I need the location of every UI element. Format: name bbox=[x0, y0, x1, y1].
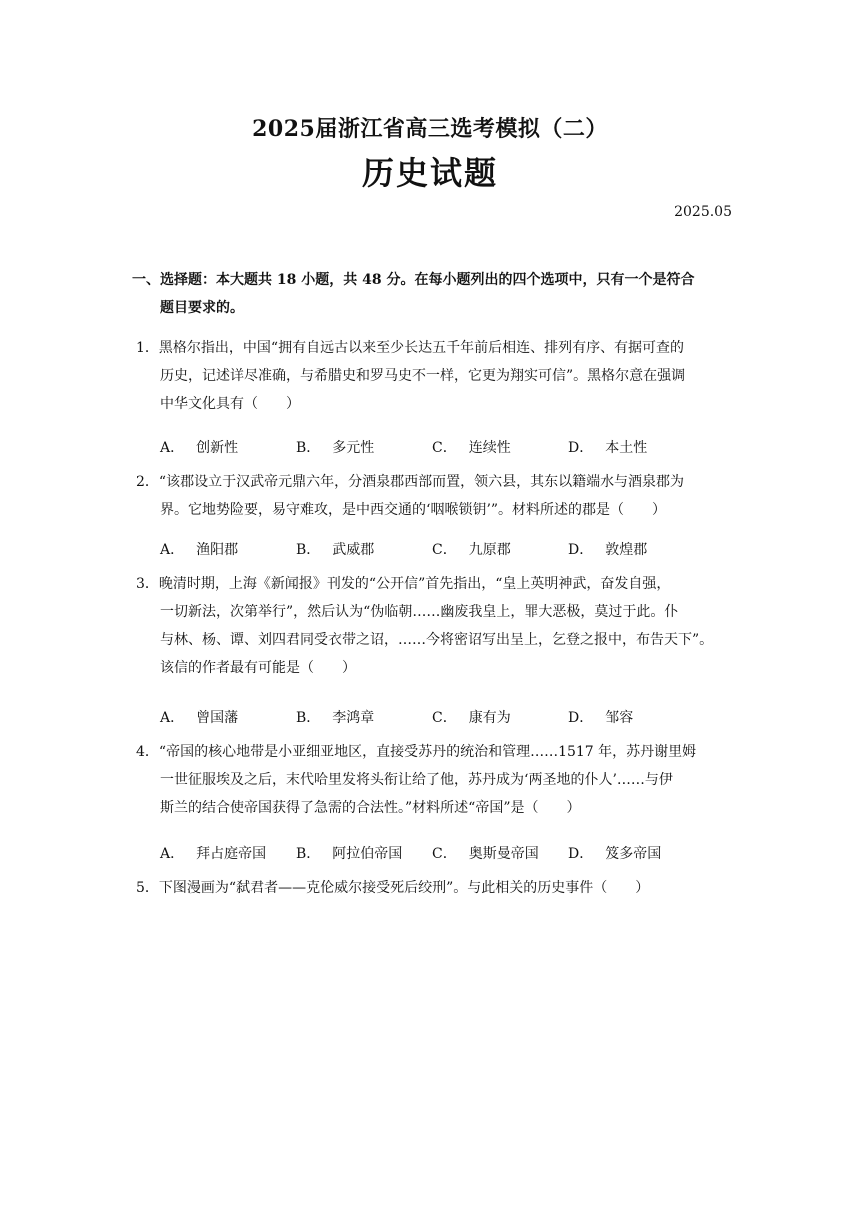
option-text: 笈多帝国 bbox=[605, 846, 662, 862]
option-text: 敦煌郡 bbox=[605, 542, 648, 558]
option-d[interactable] bbox=[568, 704, 704, 732]
option-text: 康有为 bbox=[468, 710, 511, 726]
option-label: A． bbox=[160, 440, 185, 456]
option-c[interactable] bbox=[432, 434, 568, 462]
option-text: 渔阳郡 bbox=[196, 542, 239, 558]
option-a[interactable] bbox=[160, 434, 296, 462]
option-text: 多元性 bbox=[332, 440, 375, 456]
exam-subject: 历史试题 bbox=[361, 154, 498, 192]
option-a[interactable] bbox=[160, 840, 296, 868]
question-line: 5．下图漫画为“弑君者——克伦威尔接受死后绞刑”。与此相关的历史事件（ ） bbox=[136, 880, 650, 896]
option-label: C． bbox=[432, 542, 457, 558]
option-label: D． bbox=[568, 846, 594, 862]
option-text: 拜占庭帝国 bbox=[196, 846, 267, 862]
option-a[interactable] bbox=[160, 536, 296, 564]
option-text: 邹容 bbox=[605, 710, 634, 726]
question-line: 2．“该郡设立于汉武帝元鼎六年，分酒泉郡西部而置，领六县，其东以籍端水与酒泉郡为 bbox=[136, 474, 685, 490]
option-label: D． bbox=[568, 440, 594, 456]
exam-title: 2025届浙江省高三选考模拟（二） bbox=[252, 116, 608, 142]
option-label: C． bbox=[432, 846, 457, 862]
option-d[interactable] bbox=[568, 840, 704, 868]
option-b[interactable] bbox=[296, 434, 432, 462]
section-heading-line1: 一、选择题：本大题共 18 小题，共 48 分。在每小题列出的四个选项中，只有一个是符合 bbox=[132, 272, 695, 288]
question-5 bbox=[136, 874, 732, 902]
option-label: A． bbox=[160, 846, 185, 862]
option-c[interactable] bbox=[432, 840, 568, 868]
option-c[interactable] bbox=[432, 704, 568, 732]
option-c[interactable] bbox=[432, 536, 568, 564]
question-3-options bbox=[160, 704, 720, 732]
question-4 bbox=[136, 738, 732, 822]
option-label: D． bbox=[568, 542, 594, 558]
question-line: 一切新法，次第举行”，然后认为“伪临朝……幽废我皇上，罪大恶极，莫过于此。仆 bbox=[160, 604, 679, 620]
option-b[interactable] bbox=[296, 704, 432, 732]
question-line: 中华文化具有（ ） bbox=[160, 396, 300, 412]
section-heading-line2: 题目要求的。 bbox=[160, 300, 244, 316]
option-text: 武威郡 bbox=[332, 542, 375, 558]
option-b[interactable] bbox=[296, 536, 432, 564]
question-2 bbox=[136, 468, 732, 524]
option-text: 九原郡 bbox=[468, 542, 511, 558]
option-b[interactable] bbox=[296, 840, 432, 868]
section-heading bbox=[132, 266, 732, 322]
question-1 bbox=[136, 334, 732, 418]
question-3 bbox=[136, 570, 732, 682]
question-line: 历史，记述详尽准确，与希腊史和罗马史不一样，它更为翔实可信”。黑格尔意在强调 bbox=[160, 368, 686, 384]
option-text: 阿拉伯帝国 bbox=[332, 846, 403, 862]
option-text: 创新性 bbox=[196, 440, 239, 456]
exam-date: 2025.05 bbox=[674, 204, 732, 220]
option-a[interactable] bbox=[160, 704, 296, 732]
option-label: B． bbox=[296, 846, 321, 862]
option-label: A． bbox=[160, 542, 185, 558]
question-line: 斯兰的结合使帝国获得了急需的合法性。”材料所述“帝国”是（ ） bbox=[160, 800, 581, 816]
option-text: 本土性 bbox=[605, 440, 648, 456]
option-text: 连续性 bbox=[468, 440, 511, 456]
question-line: 该信的作者最有可能是（ ） bbox=[160, 660, 356, 676]
option-label: B． bbox=[296, 710, 321, 726]
question-line: 界。它地势险要，易守难攻，是中西交通的‘咽喉锁钥’”。材料所述的郡是（ ） bbox=[160, 502, 667, 518]
question-line: 3．晚清时期，上海《新闻报》刊发的“公开信”首先指出，“皇上英明神武，奋发自强， bbox=[136, 576, 671, 592]
option-d[interactable] bbox=[568, 536, 704, 564]
question-4-options bbox=[160, 840, 720, 868]
question-2-options bbox=[160, 536, 720, 564]
question-line: 4．“帝国的核心地带是小亚细亚地区，直接受苏丹的统治和管理……1517 年，苏丹谢里姆 bbox=[136, 744, 697, 760]
option-label: B． bbox=[296, 440, 321, 456]
question-line: 1．黑格尔指出，中国“拥有自远古以来至少长达五千年前后相连、排列有序、有据可查的 bbox=[136, 340, 685, 356]
option-text: 曾国藩 bbox=[196, 710, 239, 726]
option-label: B． bbox=[296, 542, 321, 558]
option-text: 奥斯曼帝国 bbox=[468, 846, 539, 862]
option-label: D． bbox=[568, 710, 594, 726]
question-1-options bbox=[160, 434, 720, 462]
option-label: C． bbox=[432, 440, 457, 456]
option-label: A． bbox=[160, 710, 185, 726]
option-label: C． bbox=[432, 710, 457, 726]
option-text: 李鸿章 bbox=[332, 710, 375, 726]
question-line: 一世征服埃及之后，末代哈里发将头衔让给了他，苏丹成为‘两圣地的仆人’……与伊 bbox=[160, 772, 673, 788]
question-line: 与林、杨、谭、刘四君同受衣带之诏，……今将密诏写出呈上，乞登之报中，布告天下”。 bbox=[160, 632, 714, 648]
option-d[interactable] bbox=[568, 434, 704, 462]
